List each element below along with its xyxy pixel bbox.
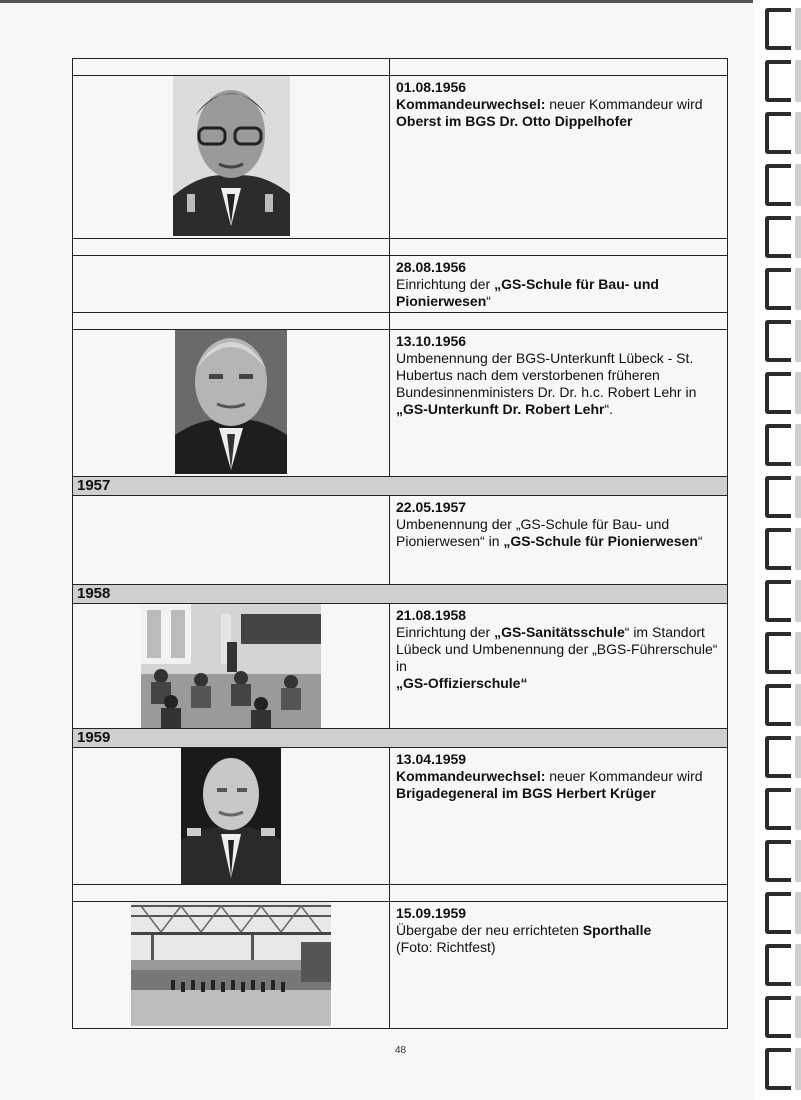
- binding-ring: [765, 684, 791, 726]
- entry-text: Sporthalle: [582, 922, 652, 938]
- binding-ring: [765, 216, 791, 258]
- binding-ring: [765, 60, 791, 102]
- entry-text: Oberst im BGS Dr. Otto Dippelhofer: [396, 113, 633, 129]
- table-row: [72, 901, 728, 1029]
- entry-text: “: [486, 293, 491, 309]
- entry-date: 13.04.1959: [396, 751, 467, 767]
- chronicle-table: [72, 58, 728, 1029]
- entry-text: “: [697, 533, 703, 549]
- binding-ring: [765, 632, 791, 674]
- page-number: 48: [394, 1045, 407, 1056]
- spacer-row: [72, 312, 728, 329]
- entry-text: „GS-Schule für Bau- und Pionierwesen: [396, 276, 659, 309]
- table-row: [72, 329, 728, 476]
- entry-text: Einrichtung der: [396, 276, 495, 292]
- photo-cell: [73, 604, 390, 728]
- entry-text: Kommandeurwechsel:: [396, 96, 546, 112]
- binding-ring: [765, 268, 791, 310]
- entry-text: Brigadegeneral im BGS Herbert Krüger: [396, 785, 656, 801]
- binding-ring: [765, 476, 791, 518]
- page-top-edge: [0, 0, 760, 3]
- photo-cell: [73, 76, 390, 238]
- spacer-row: [72, 58, 728, 75]
- binding-ring: [765, 372, 791, 414]
- entry-text: neuer Kommandeur wird: [545, 768, 703, 784]
- entry-date: 15.09.1959: [396, 905, 467, 921]
- entry-date: 22.05.1957: [396, 499, 467, 515]
- binding-ring: [765, 736, 791, 778]
- year-header: 1959: [72, 728, 728, 748]
- entry-text-cell: [390, 256, 727, 312]
- table-row: [72, 748, 728, 884]
- binding-ring: [765, 8, 791, 50]
- portrait-photo: [181, 748, 281, 884]
- portrait-photo: [175, 330, 287, 474]
- entry-text: Umbenennung der „GS-Schule für Bau- und Pionierwesen“ in: [396, 516, 670, 549]
- photo-cell: [73, 330, 390, 476]
- entry-text-cell: [390, 330, 727, 476]
- entry-date: 21.08.1958: [396, 607, 467, 623]
- entry-text: Einrichtung der: [396, 624, 495, 640]
- sports-hall-photo: [131, 902, 331, 1026]
- year-header: 1957: [72, 476, 728, 496]
- entry-text-cell: [390, 902, 727, 1028]
- classroom-photo: [141, 604, 321, 728]
- binding-ring: [765, 580, 791, 622]
- table-row: [72, 255, 728, 312]
- empty-cell: [73, 496, 390, 584]
- entry-text: “.: [604, 401, 614, 417]
- photo-cell: [73, 902, 390, 1028]
- table-row: [72, 496, 728, 584]
- binding-ring: [765, 164, 791, 206]
- entry-text: Kommandeurwechsel:: [396, 768, 546, 784]
- portrait-photo: [173, 76, 290, 236]
- spacer-row: [72, 238, 728, 255]
- entry-text: „GS-Sanitätsschule: [494, 624, 625, 640]
- binding-ring: [765, 944, 791, 986]
- spiral-binding: [753, 0, 801, 1100]
- entry-text: „GS-Schule für Pionierwesen: [503, 533, 698, 549]
- entry-text: „GS-Unterkunft Dr. Robert Lehr: [396, 401, 605, 417]
- entry-date: 01.08.1956: [396, 79, 467, 95]
- empty-cell: [73, 256, 390, 312]
- binding-ring: [765, 892, 791, 934]
- table-row: [72, 604, 728, 728]
- entry-text: Umbenennung der BGS-Unterkunft Lübeck - St. Hubertus nach dem verstorbenen früheren Bundesinnenministers Dr. Dr. h.c. Robert Lehr in: [396, 350, 697, 400]
- entry-text-cell: [390, 76, 727, 238]
- entry-text-cell: [390, 748, 727, 884]
- entry-text: „GS-Offizierschule“: [396, 675, 528, 691]
- binding-ring: [765, 320, 791, 362]
- binding-ring: [765, 424, 791, 466]
- entry-text-cell: [390, 604, 727, 728]
- binding-ring: [765, 528, 791, 570]
- entry-date: 13.10.1956: [396, 333, 467, 349]
- entry-text: (Foto: Richtfest): [396, 939, 496, 955]
- binding-ring: [765, 112, 791, 154]
- binding-ring: [765, 788, 791, 830]
- spacer-row: [72, 884, 728, 901]
- binding-ring: [765, 840, 791, 882]
- entry-text: neuer Kommandeur wird: [545, 96, 703, 112]
- entry-text-cell: [390, 496, 727, 584]
- entry-text: “ im Standort Lübeck und Umbenennung der „BGS-Führerschule“ in: [396, 624, 718, 674]
- table-row: [72, 75, 728, 238]
- photo-cell: [73, 748, 390, 884]
- entry-date: 28.08.1956: [396, 259, 467, 275]
- entry-text: Übergabe der neu errichteten: [396, 922, 583, 938]
- year-header: 1958: [72, 584, 728, 604]
- binding-ring: [765, 996, 791, 1038]
